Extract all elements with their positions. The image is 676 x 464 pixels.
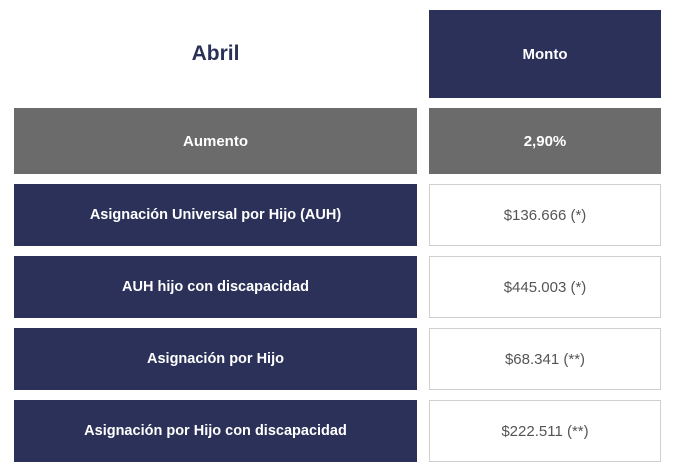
row-value: $136.666 (*) — [429, 184, 661, 246]
table-row — [0, 400, 676, 462]
table-row — [0, 328, 676, 390]
table-row-increase — [0, 108, 676, 174]
row-label: Asignación Universal por Hijo (AUH) — [14, 184, 417, 246]
benefits-table — [0, 10, 676, 464]
table-header-row — [0, 10, 676, 98]
row-value: $68.341 (**) — [429, 328, 661, 390]
row-value: $445.003 (*) — [429, 256, 661, 318]
table-header-period: Abril — [14, 10, 417, 98]
table-row — [0, 256, 676, 318]
increase-label: Aumento — [14, 108, 417, 174]
row-label: Asignación por Hijo con discapacidad — [14, 400, 417, 462]
table-header-amount: Monto — [429, 10, 661, 98]
row-value: $222.511 (**) — [429, 400, 661, 462]
table-row — [0, 184, 676, 246]
increase-value: 2,90% — [429, 108, 661, 174]
row-label: AUH hijo con discapacidad — [14, 256, 417, 318]
row-label: Asignación por Hijo — [14, 328, 417, 390]
